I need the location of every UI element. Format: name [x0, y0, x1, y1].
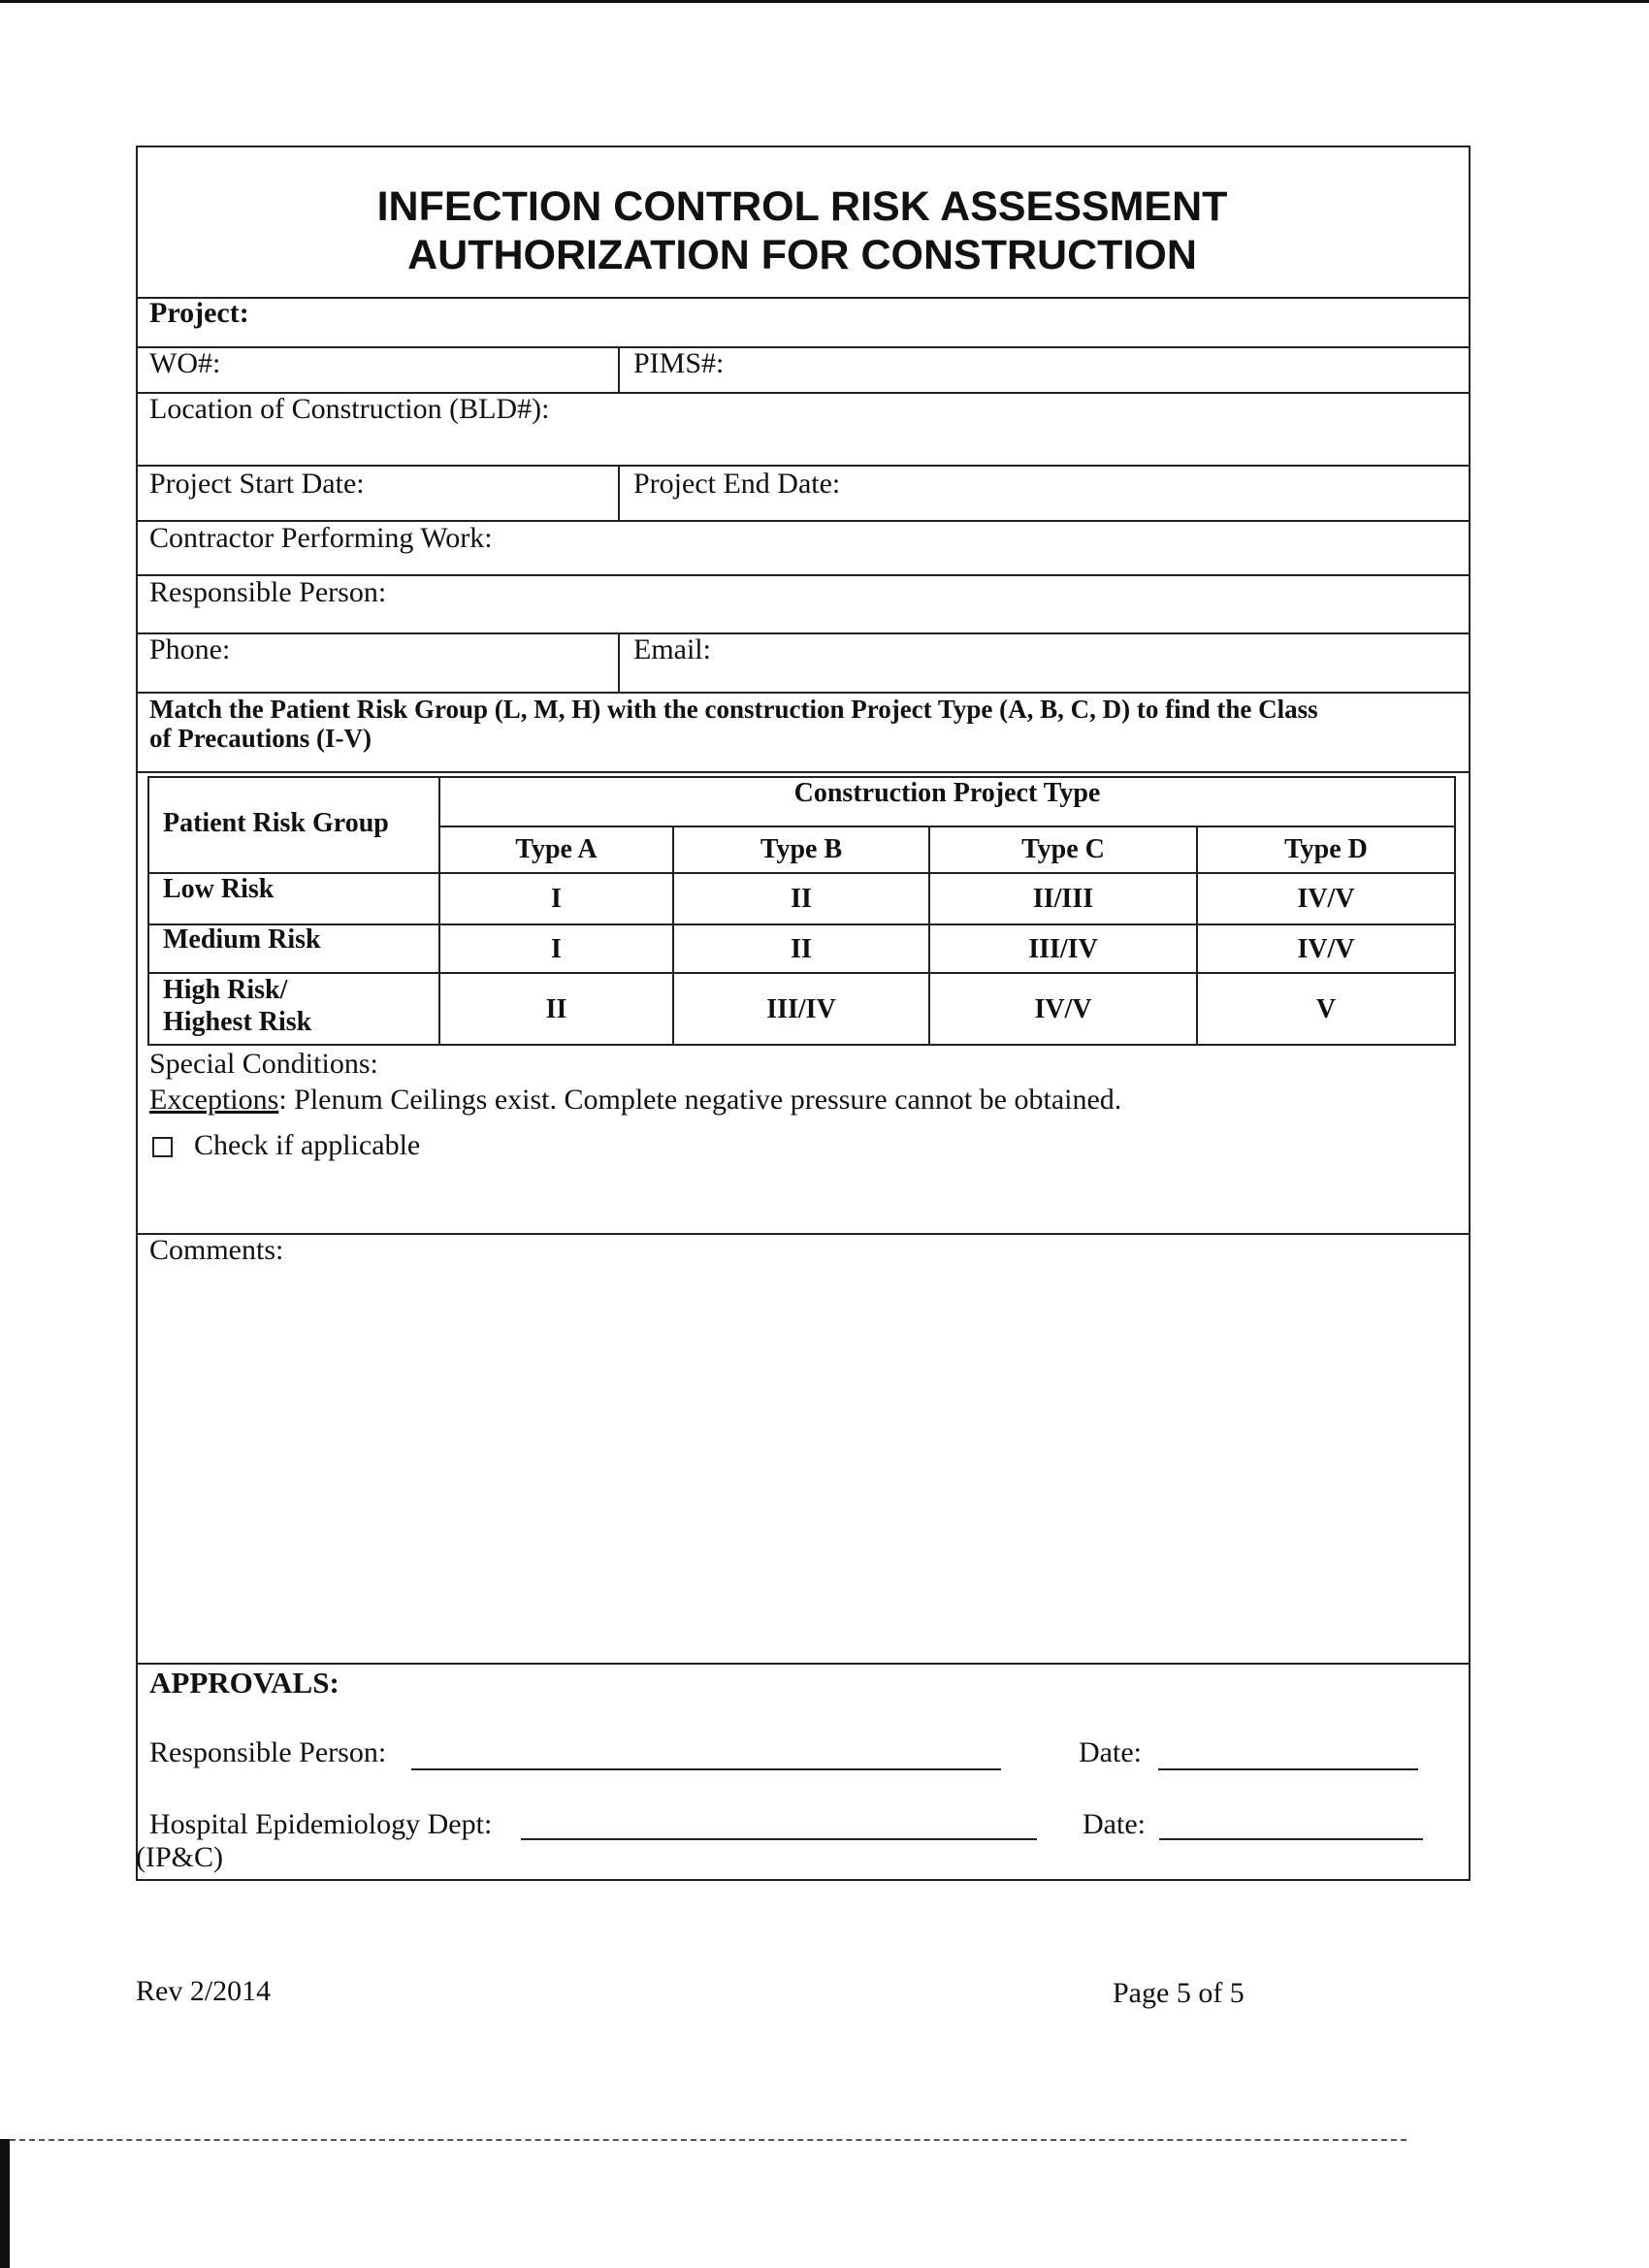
form-title-line2: AUTHORIZATION FOR CONSTRUCTION: [407, 232, 1197, 278]
matrix-cell: II: [791, 934, 812, 964]
row-label-medium-risk: Medium Risk: [163, 924, 321, 955]
contractor-field-label[interactable]: Contractor Performing Work:: [149, 522, 493, 554]
matrix-cell: V: [1315, 994, 1337, 1024]
exceptions-text: : Plenum Ceilings exist. Complete negative pressure cannot be obtained.: [278, 1084, 1122, 1116]
form-right-border: [1469, 146, 1471, 1881]
instructions-line2: of Precautions (I-V): [149, 724, 372, 753]
column-divider: [618, 632, 620, 693]
row-divider: [136, 346, 1471, 348]
exceptions-label: Exceptions: [149, 1084, 279, 1116]
matrix-cell: I: [551, 934, 562, 964]
responsible-signature-line[interactable]: [411, 1768, 1001, 1770]
approval-responsible-label: Responsible Person:: [149, 1736, 387, 1768]
scan-bottom-left-mark: [0, 2139, 10, 2268]
matrix-cell: I: [551, 884, 562, 914]
approval-date-label: Date:: [1079, 1736, 1142, 1768]
instructions-line1: Match the Patient Risk Group (L, M, H) with the construction Project Type (A, B, C, D) to find the Class: [149, 695, 1318, 724]
exceptions-line: [149, 1084, 1121, 1117]
matrix-left-border: [147, 776, 149, 1046]
location-field-label[interactable]: Location of Construction (BLD#):: [149, 393, 550, 425]
matrix-row-divider: [147, 872, 1456, 874]
matrix-cell: II/III: [1032, 884, 1094, 914]
checkbox-label: Check if applicable: [194, 1129, 421, 1161]
epidemiology-date-label: Date:: [1083, 1808, 1146, 1840]
row-divider: [136, 692, 1471, 694]
phone-field-label[interactable]: Phone:: [149, 633, 231, 665]
column-header-type-d: Type D: [1284, 834, 1368, 864]
matrix-bottom-border: [147, 1044, 1456, 1046]
comments-area[interactable]: [138, 1271, 1469, 1659]
matrix-cell: II: [791, 884, 812, 914]
matrix-cell: III/IV: [766, 994, 836, 1024]
row-divider: [136, 465, 1471, 467]
pims-number-field-label[interactable]: PIMS#:: [633, 347, 725, 379]
responsible-date-line[interactable]: [1158, 1768, 1418, 1770]
column-header-type-c: Type C: [1021, 834, 1105, 864]
approvals-heading: APPROVALS:: [149, 1666, 340, 1700]
matrix-row-divider: [147, 972, 1456, 974]
column-header-type-b: Type B: [760, 834, 843, 864]
form-top-border: [136, 146, 1471, 147]
matrix-cell: IV/V: [1297, 934, 1355, 964]
matrix-right-border: [1454, 776, 1456, 1046]
matrix-cell: IV/V: [1034, 994, 1092, 1024]
wo-number-field-label[interactable]: WO#:: [149, 347, 221, 379]
project-field-label[interactable]: Project:: [149, 297, 249, 329]
scan-top-edge: [0, 0, 1649, 3]
revision-label: Rev 2/2014: [136, 1975, 272, 2007]
column-divider: [618, 465, 620, 521]
epidemiology-sub-label: (IP&C): [136, 1841, 223, 1873]
end-date-field-label[interactable]: Project End Date:: [633, 468, 841, 500]
start-date-field-label[interactable]: Project Start Date:: [149, 468, 365, 500]
row-divider: [136, 1233, 1471, 1235]
construction-project-type-header: Construction Project Type: [793, 778, 1101, 808]
column-header-type-a: Type A: [515, 834, 598, 864]
matrix-header-divider: [438, 826, 1456, 827]
column-divider: [618, 346, 620, 393]
row-label-highest-risk: Highest Risk: [163, 1007, 312, 1037]
row-divider: [136, 1663, 1471, 1665]
matrix-row-divider: [147, 923, 1456, 925]
row-divider: [136, 297, 1471, 299]
scan-bottom-dashes: [10, 2139, 1406, 2141]
row-label-low-risk: Low Risk: [163, 874, 275, 904]
email-field-label[interactable]: Email:: [633, 633, 711, 665]
special-conditions-label: Special Conditions:: [149, 1048, 378, 1080]
patient-risk-group-header: Patient Risk Group: [163, 808, 389, 838]
row-divider: [136, 771, 1471, 773]
responsible-person-field-label[interactable]: Responsible Person:: [149, 576, 387, 608]
row-label-high-risk: High Risk/: [163, 975, 288, 1005]
form-title-line1: INFECTION CONTROL RISK ASSESSMENT: [376, 183, 1228, 230]
epidemiology-date-line[interactable]: [1159, 1838, 1423, 1840]
epidemiology-label: Hospital Epidemiology Dept:: [149, 1808, 493, 1840]
matrix-cell: III/IV: [1028, 934, 1098, 964]
form-bottom-border: [136, 1879, 1471, 1881]
matrix-cell: IV/V: [1297, 884, 1355, 914]
applicable-checkbox[interactable]: [152, 1137, 173, 1157]
row-divider: [136, 632, 1471, 634]
comments-label: Comments:: [149, 1234, 284, 1266]
matrix-cell: II: [545, 994, 567, 1024]
page-number: Page 5 of 5: [1113, 1977, 1245, 2009]
epidemiology-signature-line[interactable]: [521, 1838, 1037, 1840]
